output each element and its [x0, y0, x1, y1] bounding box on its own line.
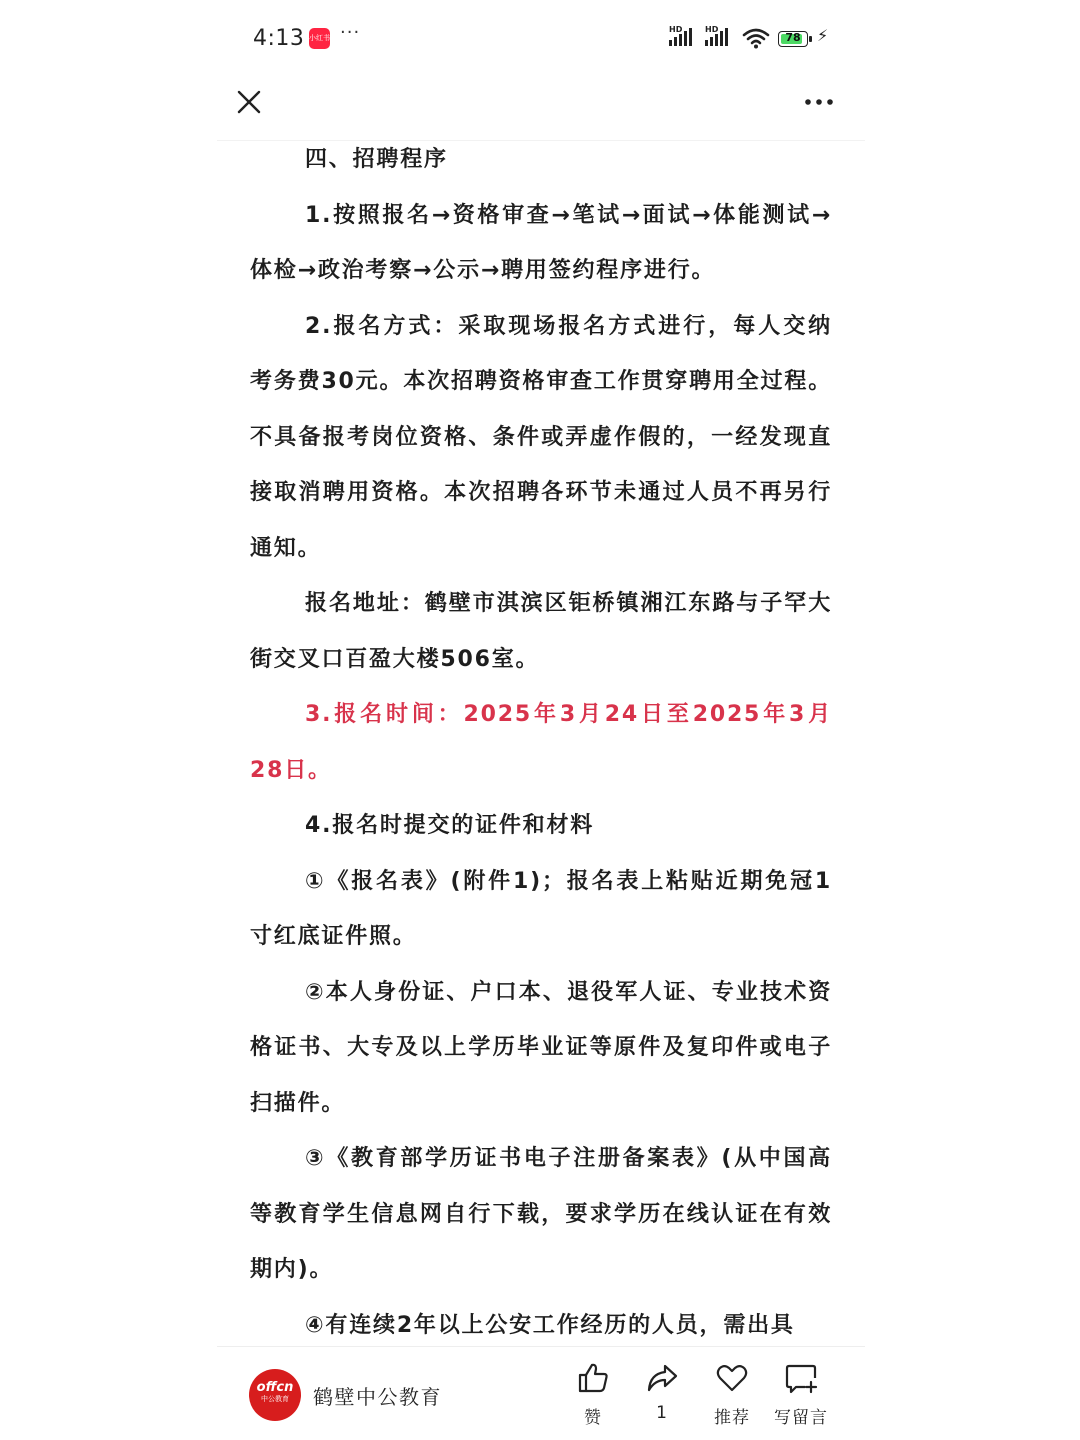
status-time: 4:13: [253, 26, 305, 51]
account-name[interactable]: 鹤壁中公教育: [313, 1385, 442, 1409]
article-paragraph: 四、招聘程序: [305, 147, 448, 172]
article-paragraph: ④有连续2年以上公安工作经历的人员，需出具: [305, 1312, 795, 1338]
like-label: 赞: [584, 1408, 602, 1428]
battery-level: 78: [785, 31, 801, 44]
close-icon[interactable]: [235, 88, 263, 116]
article-paragraph: 4.报名时提交的证件和材料: [305, 813, 595, 838]
like-button[interactable]: [563, 1361, 623, 1428]
heart-icon: [715, 1361, 749, 1395]
article-body: [250, 132, 832, 1353]
comment-label: 写留言: [774, 1408, 828, 1428]
more-options-icon[interactable]: [803, 90, 835, 114]
battery-icon: [778, 31, 808, 47]
share-button[interactable]: [632, 1361, 692, 1423]
avatar-logo-subtext: 中公教育: [261, 1395, 289, 1403]
avatar-logo-text: offcn: [256, 1380, 294, 1395]
article-paragraph: 报名地址：鹤壁市淇滨区钜桥镇湘江东路与子罕大街交叉口百盈大楼506室。: [250, 591, 832, 672]
thumbs-up-icon: [576, 1361, 610, 1395]
recommend-label: 推荐: [714, 1408, 750, 1428]
phone-screen: [217, 0, 865, 1440]
comment-button[interactable]: [771, 1361, 831, 1428]
comment-plus-icon: [784, 1361, 818, 1395]
article-paragraph: 1.按照报名→资格审查→笔试→面试→体能测试→体检→政治考察→公示→聘用签约程序进行。: [250, 202, 832, 283]
share-icon: [645, 1361, 679, 1395]
article-paragraph: ②本人身份证、户口本、退役军人证、专业技术资格证书、大专及以上学历毕业证等原件及复印件或电子扫描件。: [250, 979, 832, 1116]
status-bar: 4:13 小红书 ··· HD HD 78 ⚡: [253, 22, 829, 51]
recommend-button[interactable]: [702, 1361, 762, 1428]
article-paragraph: ①《报名表》(附件1)；报名表上粘贴近期免冠1寸红底证件照。: [250, 868, 832, 949]
article-paragraph: ③《教育部学历证书电子注册备案表》(从中国高等教育学生信息网自行下载，要求学历在线认证在有效期内)。: [250, 1146, 832, 1282]
wifi-icon: [742, 27, 770, 49]
notification-more-icon: ···: [340, 22, 361, 43]
highlighted-paragraph: 3.报名时间：2025年3月24日至2025年3月28日。: [250, 702, 832, 783]
share-count: 1: [656, 1403, 668, 1423]
xiaohongshu-app-icon: 小红书: [309, 28, 330, 49]
bottom-action-bar: [217, 1346, 865, 1440]
charging-icon: ⚡: [817, 26, 829, 45]
article-paragraph: 2.报名方式：采取现场报名方式进行，每人交纳考务费30元。本次招聘资格审查工作贯穿聘用全过程。不具备报考岗位资格、条件或弄虚作假的，一经发现直接取消聘用资格。本次招聘各环节未通过人员不再另行通知。: [250, 313, 832, 561]
account-avatar[interactable]: [249, 1369, 301, 1421]
